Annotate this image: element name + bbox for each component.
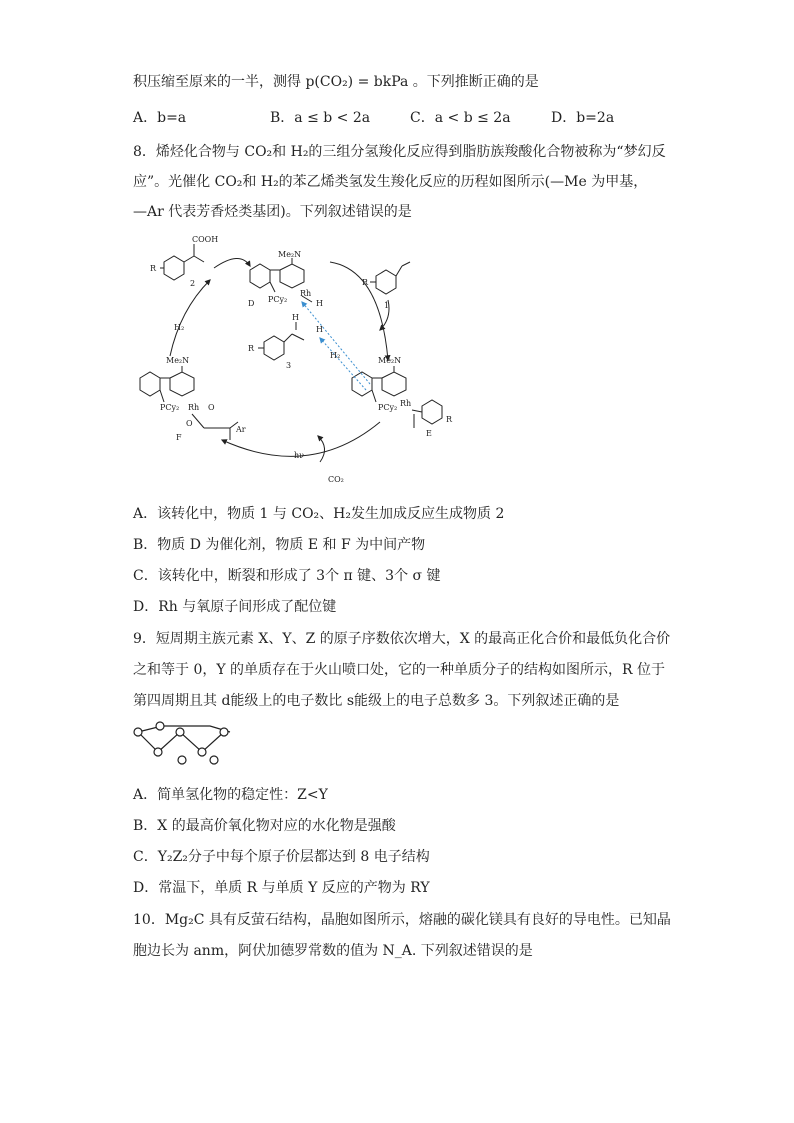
- label-h2-left: H₂: [174, 323, 185, 332]
- q8-option-c: C．该转化中，断裂和形成了 3个 π 键、3个 σ 键: [133, 568, 441, 584]
- label-rh-d: Rh: [300, 289, 312, 298]
- q9-option-a: A．简单氢化物的稳定性：Z<Y: [133, 787, 328, 803]
- label-3: 3: [286, 361, 292, 370]
- label-me2n-e: Me₂N: [378, 356, 402, 365]
- label-d: D: [248, 299, 255, 308]
- q8-stem-line-1: 8．烯烃化合物与 CO₂和 H₂的三组分氢羧化反应得到脂肪族羧酸化合物被称为“梦幻反: [133, 144, 666, 160]
- label-o-f-1: O: [208, 403, 215, 412]
- q9-option-b: B．X 的最高价氧化物对应的水化物是强酸: [133, 818, 396, 834]
- label-pcy2-f: PCy₂: [160, 403, 180, 412]
- q8-option-d: D．Rh 与氧原子间形成了配位键: [133, 599, 337, 615]
- complex-e-aryl-ring: [422, 400, 442, 424]
- q8-stem-line-2: 应”。光催化 CO₂和 H₂的苯乙烯类氢发生羧化反应的历程如图所示(—Me 为甲基，: [133, 174, 648, 190]
- q7-stem-continuation: 积压缩至原来的一半，测得 p(CO₂) = bkPa 。下列推断正确的是: [133, 74, 539, 90]
- q8-option-b: B．物质 D 为催化剂，物质 E 和 F 为中间产物: [133, 537, 426, 553]
- label-ar: Ar: [236, 425, 246, 434]
- compound-1-ring: [376, 270, 396, 294]
- label-me2n-d: Me₂N: [278, 250, 302, 259]
- label-h2-center: H₂: [330, 351, 341, 360]
- q7-option-d: D．b=2a: [551, 110, 615, 126]
- compound-3-ring: [264, 336, 284, 360]
- h2-to-d-arrow-upper: [302, 302, 370, 384]
- label-e: E: [426, 429, 432, 438]
- arrow-co2-in: [318, 436, 325, 462]
- complex-d-ring-left: [250, 264, 270, 288]
- q7-option-a: A．b=a: [133, 110, 187, 126]
- label-pcy2-e: PCy₂: [378, 403, 398, 412]
- q9-option-d: D．常温下，单质 R 与单质 Y 反应的产物为 RY: [133, 880, 430, 896]
- complex-f-ring-left: [140, 372, 160, 396]
- label-r-e: R: [446, 415, 453, 424]
- label-r-3: R: [248, 344, 255, 353]
- h2-to-d-arrow-lower: [320, 338, 366, 390]
- complex-e-ring-right: [382, 372, 406, 396]
- q9-stem-line-3: 第四周期且其 d能级上的电子数比 s能级上的电子总数多 3。下列叙述正确的是: [133, 693, 620, 709]
- label-r-2: R: [150, 264, 157, 273]
- compound-2-ring: [164, 256, 184, 280]
- label-1: 1: [384, 301, 390, 310]
- label-o-f-2: O: [186, 419, 193, 428]
- label-h-3a: H: [292, 313, 299, 322]
- q9-stem-line-2: 之和等于 0，Y 的单质存在于火山喷口处，它的一种单质分子的结构如图所示，R 位于: [133, 662, 666, 678]
- label-co2: CO₂: [328, 475, 344, 484]
- q9-stem-line-1: 9．短周期主族元素 X、Y、Z 的原子序数依次增大，X 的最高正化合价和最低负化合价: [133, 631, 671, 647]
- label-cooh: COOH: [192, 235, 219, 244]
- label-f: F: [176, 433, 182, 442]
- q10-stem-line-1: 10．Mg₂C 具有反萤石结构，晶胞如图所示，熔融的碳化镁具有良好的导电性。已知晶: [133, 912, 671, 928]
- label-h-d: H: [316, 299, 323, 308]
- q8-stem-line-3: —Ar 代表芳香烃类基团)。下列叙述错误的是: [133, 204, 412, 220]
- label-2: 2: [190, 279, 196, 288]
- label-r-1: R: [362, 278, 369, 287]
- arrow-f-to-2: [170, 280, 210, 356]
- s8-ring-structure: [130, 718, 242, 768]
- complex-e-ring-left: [352, 372, 372, 396]
- q8-option-a: A．该转化中，物质 1 与 CO₂、H₂发生加成反应生成物质 2: [133, 506, 505, 522]
- label-hv: hν: [294, 451, 305, 460]
- label-me2n-f: Me₂N: [166, 356, 190, 365]
- q7-option-b: B．a ≤ b < 2a: [270, 110, 371, 126]
- arrow-d-to-e: [330, 262, 388, 360]
- complex-d-ring-right: [280, 264, 304, 288]
- q10-stem-line-2: 胞边长为 anm，阿伏加德罗常数的值为 N_A. 下列叙述错误的是: [133, 943, 533, 959]
- catalytic-cycle-diagram: [130, 230, 480, 490]
- q9-option-c: C．Y₂Z₂分子中每个原子价层都达到 8 电子结构: [133, 849, 430, 865]
- complex-f-ring-right: [170, 372, 194, 396]
- label-rh-e: Rh: [400, 399, 412, 408]
- label-rh-f: Rh: [188, 403, 200, 412]
- q7-option-c: C．a < b ≤ 2a: [410, 110, 511, 126]
- arrow-2-to-d: [214, 258, 250, 268]
- label-h-3b: H: [316, 325, 323, 334]
- label-pcy2-d: PCy₂: [268, 295, 288, 304]
